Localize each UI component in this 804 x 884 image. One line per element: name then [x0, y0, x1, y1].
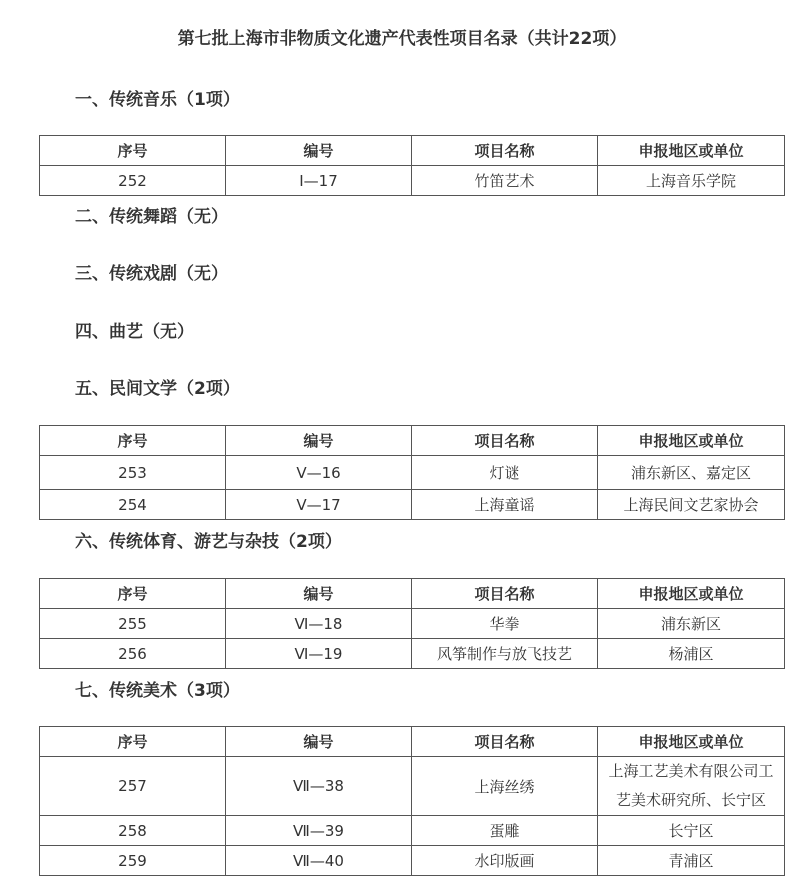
cell-unit: 上海民间文艺家协会: [598, 490, 785, 520]
cell-unit: 上海音乐学院: [598, 166, 785, 196]
table-sports: [39, 578, 785, 669]
col-header-unit: 申报地区或单位: [598, 727, 785, 757]
cell-seq: 255: [40, 609, 226, 639]
cell-name: 上海童谣: [412, 490, 598, 520]
table-header-row: [40, 579, 785, 609]
cell-code: Ⅶ—39: [226, 816, 412, 846]
table-row: [40, 757, 785, 816]
col-header-code: 编号: [226, 727, 412, 757]
col-header-name: 项目名称: [412, 727, 598, 757]
table-row: [40, 609, 785, 639]
cell-seq: 257: [40, 757, 226, 816]
col-header-code: 编号: [226, 136, 412, 166]
table-music: [39, 135, 785, 196]
cell-seq: 256: [40, 639, 226, 669]
table-row: [40, 816, 785, 846]
col-header-unit: 申报地区或单位: [598, 426, 785, 456]
cell-code: Ⅴ—17: [226, 490, 412, 520]
section-heading-literature: 五、民间文学（2项）: [75, 379, 240, 399]
cell-name: 水印版画: [412, 846, 598, 876]
section-heading-sports: 六、传统体育、游艺与杂技（2项）: [75, 532, 342, 552]
col-header-seq: 序号: [40, 579, 226, 609]
table-row: [40, 166, 785, 196]
cell-name: 竹笛艺术: [412, 166, 598, 196]
cell-seq: 259: [40, 846, 226, 876]
section-heading-dance: 二、传统舞蹈（无）: [75, 207, 228, 227]
section-heading-fine-arts: 七、传统美术（3项）: [75, 681, 240, 701]
cell-code: Ⅴ—16: [226, 456, 412, 490]
cell-unit: 长宁区: [598, 816, 785, 846]
cell-seq: 252: [40, 166, 226, 196]
cell-name: 灯谜: [412, 456, 598, 490]
table-literature: [39, 425, 785, 520]
cell-unit: 杨浦区: [598, 639, 785, 669]
col-header-seq: 序号: [40, 426, 226, 456]
cell-unit: 浦东新区、嘉定区: [598, 456, 785, 490]
cell-unit: 上海工艺美术有限公司工艺美术研究所、长宁区: [598, 757, 785, 816]
col-header-name: 项目名称: [412, 579, 598, 609]
table-fine-arts: [39, 726, 785, 876]
table-header-row: [40, 136, 785, 166]
cell-unit: 浦东新区: [598, 609, 785, 639]
section-heading-drama: 三、传统戏剧（无）: [75, 264, 228, 284]
cell-seq: 253: [40, 456, 226, 490]
cell-name: 风筝制作与放飞技艺: [412, 639, 598, 669]
table-header-row: [40, 426, 785, 456]
cell-unit: 青浦区: [598, 846, 785, 876]
col-header-seq: 序号: [40, 136, 226, 166]
cell-code: Ⅵ—19: [226, 639, 412, 669]
col-header-name: 项目名称: [412, 136, 598, 166]
col-header-unit: 申报地区或单位: [598, 136, 785, 166]
col-header-code: 编号: [226, 579, 412, 609]
col-header-unit: 申报地区或单位: [598, 579, 785, 609]
table-row: [40, 490, 785, 520]
cell-code: Ⅶ—38: [226, 757, 412, 816]
page-title: 第七批上海市非物质文化遗产代表性项目名录（共计22项）: [177, 29, 627, 49]
table-row: [40, 639, 785, 669]
cell-code: Ⅵ—18: [226, 609, 412, 639]
col-header-code: 编号: [226, 426, 412, 456]
cell-seq: 254: [40, 490, 226, 520]
cell-name: 蛋雕: [412, 816, 598, 846]
table-header-row: [40, 727, 785, 757]
section-heading-quyi: 四、曲艺（无）: [75, 322, 194, 342]
cell-code: Ⅶ—40: [226, 846, 412, 876]
cell-name: 上海丝绣: [412, 757, 598, 816]
cell-name: 华拳: [412, 609, 598, 639]
col-header-seq: 序号: [40, 727, 226, 757]
table-row: [40, 846, 785, 876]
cell-seq: 258: [40, 816, 226, 846]
cell-code: Ⅰ—17: [226, 166, 412, 196]
table-row: [40, 456, 785, 490]
section-heading-music: 一、传统音乐（1项）: [75, 90, 240, 110]
col-header-name: 项目名称: [412, 426, 598, 456]
